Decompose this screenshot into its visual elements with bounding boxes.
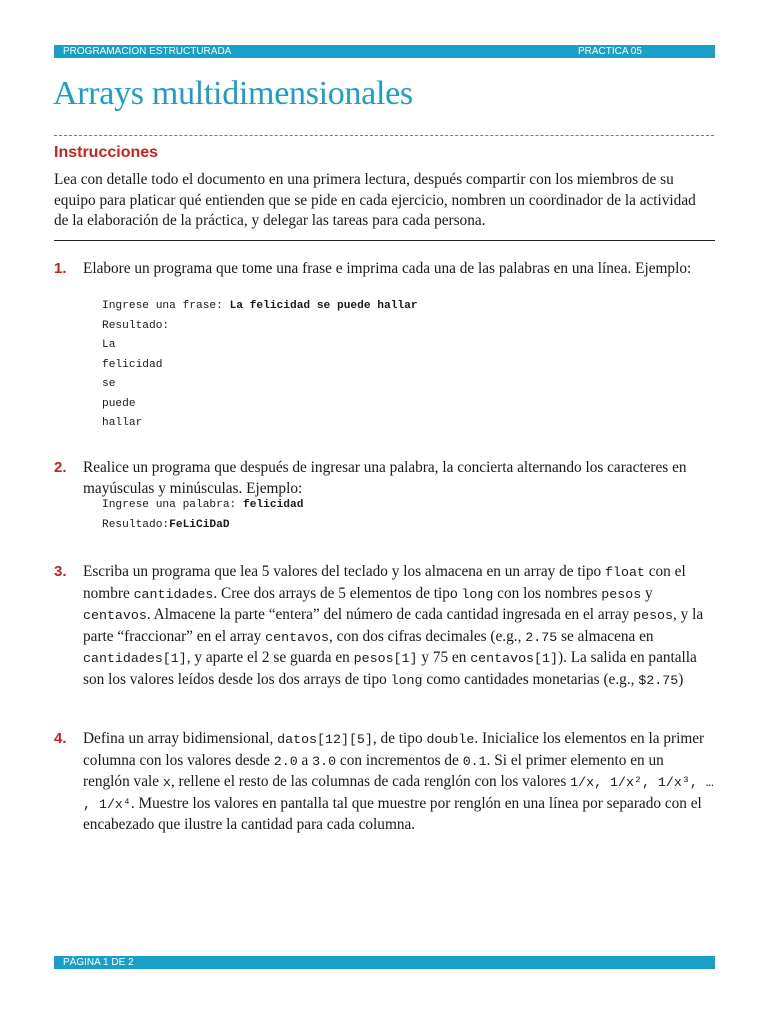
exercise-text: Defina un array bidimensional, datos[12][5], de tipo double. Inicialice los elementos en la primer columna con los valores desde 2.0 a 3.0 con incrementos de 0.1. Si el primer elemento en un renglón vale x, rellene el resto de las columnas de cada renglón con los valores 1/x, 1/x², 1/x³, … , 1/x⁴. Muestre los valores en pantalla tal que muestre por renglón en una línea por separado con el encabezado que ilustre la cantidad para cada columna. xyxy=(83,730,714,833)
exercise-text: Realice un programa que después de ingresar una palabra, la concierta alternando los caracteres en mayúsculas y minúsculas. Ejemplo: xyxy=(83,459,687,497)
practice-number: PRACTICA 05 xyxy=(578,46,642,57)
exercise-number: 3. xyxy=(54,563,67,580)
example-prompt: Ingrese una frase: La felicidad se puede hallar xyxy=(102,300,418,312)
page-number: PÁGINA 1 DE 2 xyxy=(63,957,134,968)
exercise-number: 1. xyxy=(54,260,67,277)
example-output-line: La xyxy=(102,339,116,351)
exercise-text: Escriba un programa que lea 5 valores del teclado y los almacena en un array de tipo float con el nombre cantidades. Cree dos arrays de 5 elementos de tipo long con los nombres pesos y centavos. Almacene la parte “entera” del número de cada cantidad ingresada en el array pesos, y la parte “fraccionar” en el array centavos, con dos cifras decimales (e.g., 2.75 se almacena en cantidades[1], y aparte el 2 se guarda en pesos[1] y 75 en centavos[1]). La salida en pantalla son los valores leídos desde los dos arrays de tipo long como cantidades monetarias (e.g., $2.75) xyxy=(83,563,704,688)
exercise-text: Elabore un programa que tome una frase e imprima cada una de las palabras en una línea. Ejemplo: xyxy=(83,260,692,277)
dashed-divider xyxy=(54,135,714,136)
exercise-number: 2. xyxy=(54,459,67,476)
course-name: PROGRAMACION ESTRUCTURADA xyxy=(63,46,232,57)
example-result: Resultado:FeLiCiDaD xyxy=(102,518,230,531)
exercise-number: 4. xyxy=(54,730,67,747)
example-output-line: felicidad xyxy=(102,358,163,371)
example-output-line: hallar xyxy=(102,417,143,429)
header-band xyxy=(54,45,715,58)
example-output-line: se xyxy=(102,378,116,390)
example-output-line: puede xyxy=(102,397,136,410)
section-heading: Instrucciones xyxy=(54,144,159,161)
page-title: Arrays multidimensionales xyxy=(53,75,413,112)
example-result-label: Resultado: xyxy=(102,319,170,332)
solid-divider xyxy=(54,240,715,241)
instructions-text: Lea con detalle todo el documento en una primera lectura, después compartir con los miembros de su equipo para platicar qué entienden que se pide en cada ejercicio, nombren un coordinador de la actividad de la elaboración de la práctica, y delegar las tareas para cada persona. xyxy=(54,171,696,229)
footer-band xyxy=(54,956,715,969)
example-prompt: Ingrese una palabra: felicidad xyxy=(102,499,304,511)
